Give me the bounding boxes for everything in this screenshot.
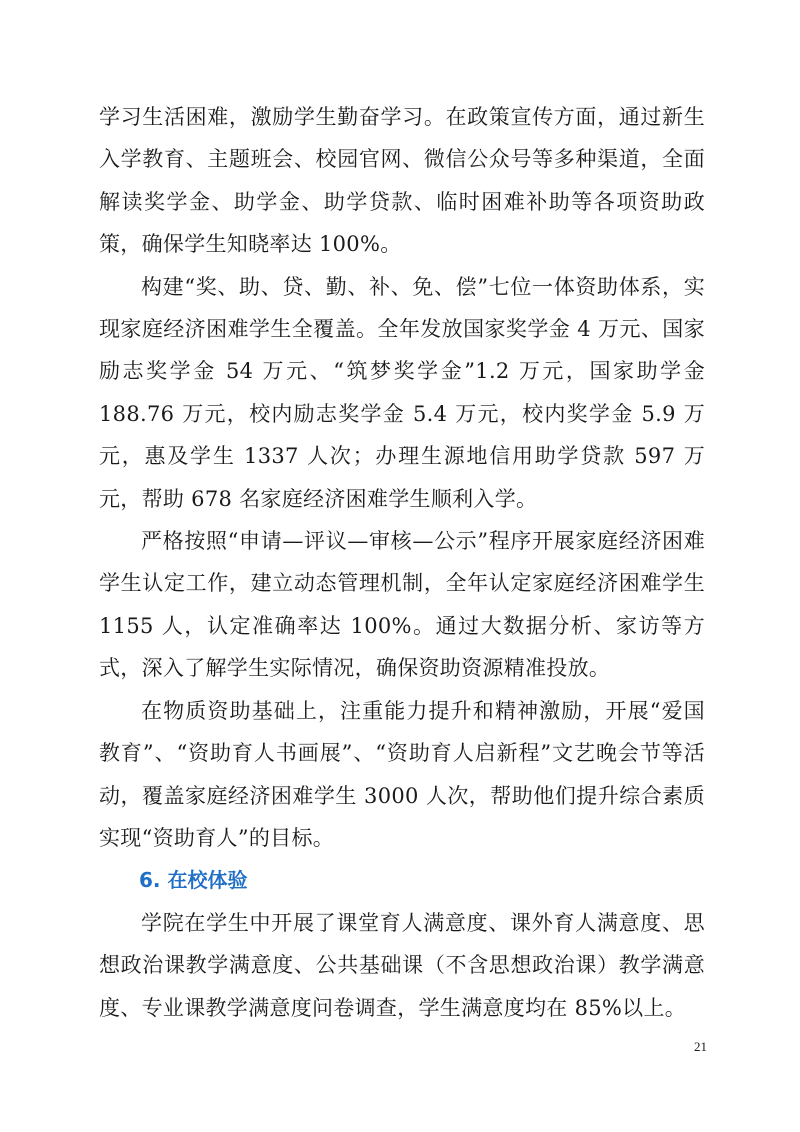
page-content xyxy=(99,96,705,1029)
paragraph-spiritual-support: 在物质资助基础上，注重能力提升和精神激励，开展“爱国教育”、“资助育人书画展”、“资助育人启新程”文艺晚会节等活动，覆盖家庭经济困难学生 3000 人次，帮助他们提升综合素质实现“资助育人”的目标。 xyxy=(99,698,705,850)
paragraph-identification: 严格按照“申请—评议—审核—公示”程序开展家庭经济困难学生认定工作，建立动态管理机制，全年认定家庭经济困难学生 1155 人，认定准确率达 100%。通过大数据分析、家访等方式，深入了解学生实际情况，确保资助资源精准投放。 xyxy=(99,529,705,681)
paragraph-funding-system: 构建“奖、助、贷、勤、补、免、偿”七位一体资助体系，实现家庭经济困难学生全覆盖。全年发放国家奖学金 4 万元、国家励志奖学金 54 万元、“筑梦奖学金”1.2 万元，国家助学金 188.76 万元，校内励志奖学金 5.4 万元，校内奖学金 5.9 万元，惠及学生 1337 人次；办理生源地信用助学贷款 597 万元，帮助 678 名家庭经济困难学生顺利入学。 xyxy=(99,274,705,511)
section-heading: 6. 在校体验 xyxy=(139,868,248,893)
paragraph-campus-experience: 学院在学生中开展了课堂育人满意度、课外育人满意度、思想政治课教学满意度、公共基础课（不含思想政治课）教学满意度、专业课教学满意度问卷调查，学生满意度均在 85%以上。 xyxy=(99,910,705,1020)
page-number: 21 xyxy=(694,1039,707,1054)
paragraph-continuation: 学习生活困难，激励学生勤奋学习。在政策宣传方面，通过新生入学教育、主题班会、校园官网、微信公众号等多种渠道，全面解读奖学金、助学金、助学贷款、临时困难补助等各项资助政策，确保学生知晓率达 100%。 xyxy=(99,105,705,257)
